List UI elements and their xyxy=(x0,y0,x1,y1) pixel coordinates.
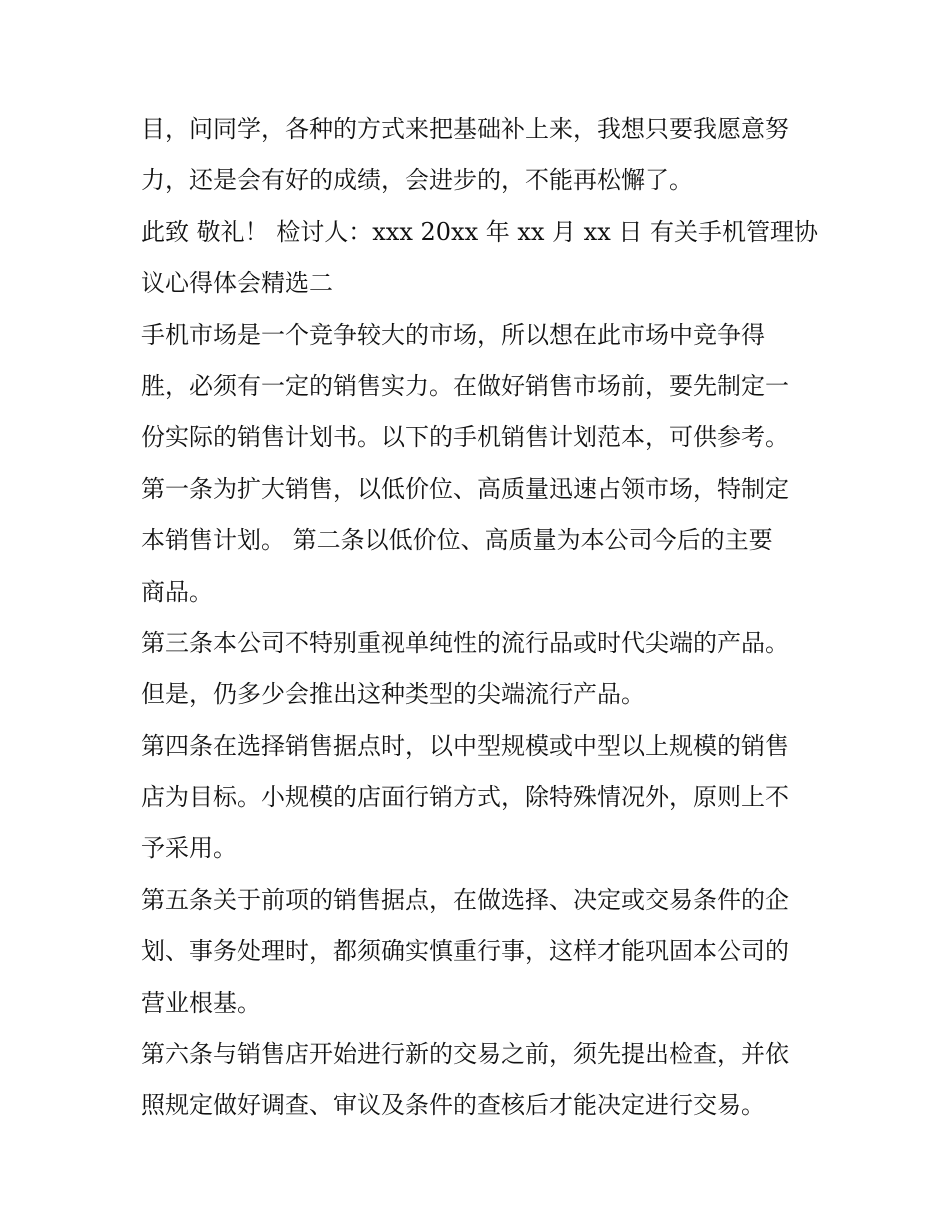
text-line: 本销售计划。 第二条以低价位、高质量为本公司今后的主要 xyxy=(141,526,773,555)
text-line: 第一条为扩大销售，以低价位、高质量迅速占领市场，特制定 xyxy=(141,474,789,503)
text-line: 第三条本公司不特别重视单纯性的流行品或时代尖端的产品。 xyxy=(141,628,789,657)
text-line: 店为目标。小规模的店面行销方式，除特殊情况外，原则上不 xyxy=(141,783,789,812)
text-line: 议心得体会精选二 xyxy=(141,269,333,298)
document-body xyxy=(141,104,821,1132)
text-line: 但是，仍多少会推出这种类型的尖端流行产品。 xyxy=(141,680,645,709)
text-line: 目，问同学，各种的方式来把基础补上来，我想只要我愿意努 xyxy=(141,115,789,143)
text-line: 商品。 xyxy=(141,577,213,606)
text-line: 照规定做好调查、审议及条件的查核后才能决定进行交易。 xyxy=(141,1091,765,1120)
text-line: 第四条在选择销售据点时，以中型规模或中型以上规模的销售 xyxy=(141,731,789,760)
text-line: 此致 敬礼！ 检讨人：xxx 20xx 年 xx 月 xx 日 有关手机管理协 xyxy=(141,217,819,246)
text-line: 力，还是会有好的成绩，会进步的，不能再松懈了。 xyxy=(141,166,693,195)
text-line: 胜，必须有一定的销售实力。在做好销售市场前，要先制定一 xyxy=(141,371,789,400)
text-line: 予采用。 xyxy=(141,834,237,863)
text-line: 份实际的销售计划书。以下的手机销售计划范本，可供参考。 xyxy=(141,423,789,452)
text-line: 第六条与销售店开始进行新的交易之前，须先提出检查，并依 xyxy=(141,1040,789,1069)
text-line: 划、事务处理时，都须确实慎重行事，这样才能巩固本公司的 xyxy=(141,937,789,966)
text-line: 手机市场是一个竞争较大的市场，所以想在此市场中竞争得 xyxy=(141,320,765,349)
text-line: 营业根基。 xyxy=(141,988,261,1017)
text-line: 第五条关于前项的销售据点，在做选择、决定或交易条件的企 xyxy=(141,885,789,914)
